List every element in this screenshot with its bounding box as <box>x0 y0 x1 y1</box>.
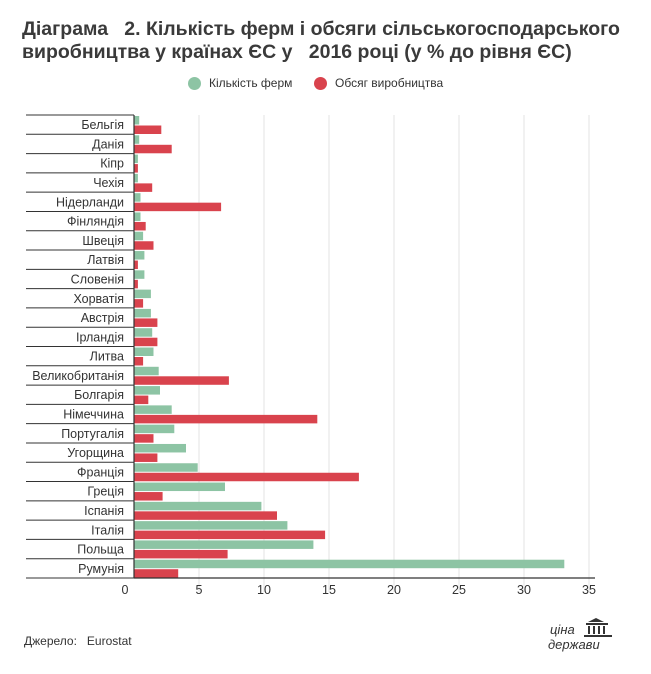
category-label: Німеччина <box>63 407 124 422</box>
bar-farms <box>134 270 144 279</box>
category-label: Болгарія <box>74 388 124 403</box>
bar-production <box>134 415 317 424</box>
bar-farms <box>134 560 564 569</box>
bar-farms <box>134 405 172 414</box>
bar-farms <box>134 251 144 260</box>
category-label: Данія <box>92 137 124 152</box>
category-label: Нідерланди <box>56 195 124 210</box>
legend-label-production: Обсяг виробництва <box>335 76 444 90</box>
bar-production <box>134 338 157 347</box>
category-label: Хорватія <box>73 291 124 306</box>
x-tick-label: 15 <box>322 583 336 597</box>
x-tick-label: 10 <box>257 583 271 597</box>
bar-production <box>134 222 146 231</box>
category-label: Італія <box>91 523 124 538</box>
bar-production <box>134 376 229 385</box>
x-tick-label: 20 <box>387 583 401 597</box>
source-note: Джерело: Eurostat <box>24 634 132 648</box>
bar-production <box>134 357 143 366</box>
bar-production <box>134 145 172 154</box>
category-label: Польща <box>77 542 124 557</box>
bar-production <box>134 492 163 501</box>
x-tick-label: 5 <box>195 583 203 597</box>
category-label: Чехія <box>93 176 124 191</box>
bar-production <box>134 550 228 559</box>
bar-production <box>134 473 359 482</box>
category-label: Румунія <box>78 561 124 576</box>
x-tick-label: 35 <box>582 583 596 597</box>
bar-farms <box>134 367 159 376</box>
bar-farms <box>134 212 141 221</box>
category-label: Іспанія <box>84 503 124 518</box>
bar-farms <box>134 386 160 395</box>
bar-production <box>134 299 143 308</box>
bar-farms <box>134 135 139 144</box>
bar-farms <box>134 116 139 125</box>
category-label: Фінляндія <box>67 214 124 229</box>
logo-text-line1: ціна <box>550 622 575 637</box>
category-label: Словенія <box>70 272 124 287</box>
bar-farms <box>134 328 152 337</box>
bar-production <box>134 453 157 462</box>
x-tick-label: 0 <box>121 583 129 597</box>
bar-farms <box>134 463 198 472</box>
bar-farms <box>134 193 141 202</box>
bar-farms <box>134 521 287 530</box>
bar-farms <box>134 540 313 549</box>
bar-production <box>134 183 152 192</box>
category-label: Франція <box>76 465 124 480</box>
bar-farms <box>134 483 225 492</box>
category-label: Латвія <box>87 253 124 268</box>
category-label: Угорщина <box>67 446 124 461</box>
bar-farms <box>134 348 154 357</box>
bar-farms <box>134 425 174 434</box>
bar-farms <box>134 502 261 511</box>
logo <box>548 616 618 656</box>
bar-farms <box>134 232 143 241</box>
category-label: Великобританія <box>32 368 124 383</box>
bar-production <box>134 203 221 212</box>
x-tick-label: 30 <box>517 583 531 597</box>
bar-production <box>134 434 154 443</box>
category-label: Австрія <box>80 311 124 326</box>
bar-production <box>134 511 277 520</box>
category-label: Бельгія <box>81 118 124 133</box>
bar-production <box>134 241 154 250</box>
bar-production <box>134 569 178 578</box>
category-label: Литва <box>89 349 124 364</box>
bar-farms <box>134 309 151 318</box>
chart-title: Діаграма 2. Кількість ферм і обсяги сільськогосподарського виробництва у країнах ЄС у 2016 році (у % до рівня ЄС) <box>22 18 626 63</box>
bar-production <box>134 318 157 327</box>
legend-label-farms: Кількість ферм <box>209 76 293 90</box>
bar-farms <box>134 290 151 299</box>
category-label: Португалія <box>61 426 124 441</box>
bar-production <box>134 531 325 540</box>
logo-text-line2: держави <box>548 637 600 652</box>
bar-production <box>134 126 161 135</box>
category-label: Ірландія <box>76 330 124 345</box>
x-tick-label: 25 <box>452 583 466 597</box>
category-label: Швеція <box>82 233 124 248</box>
bar-farms <box>134 444 186 453</box>
category-label: Греція <box>87 484 124 499</box>
category-label: Кіпр <box>100 156 124 171</box>
bar-production <box>134 396 148 405</box>
